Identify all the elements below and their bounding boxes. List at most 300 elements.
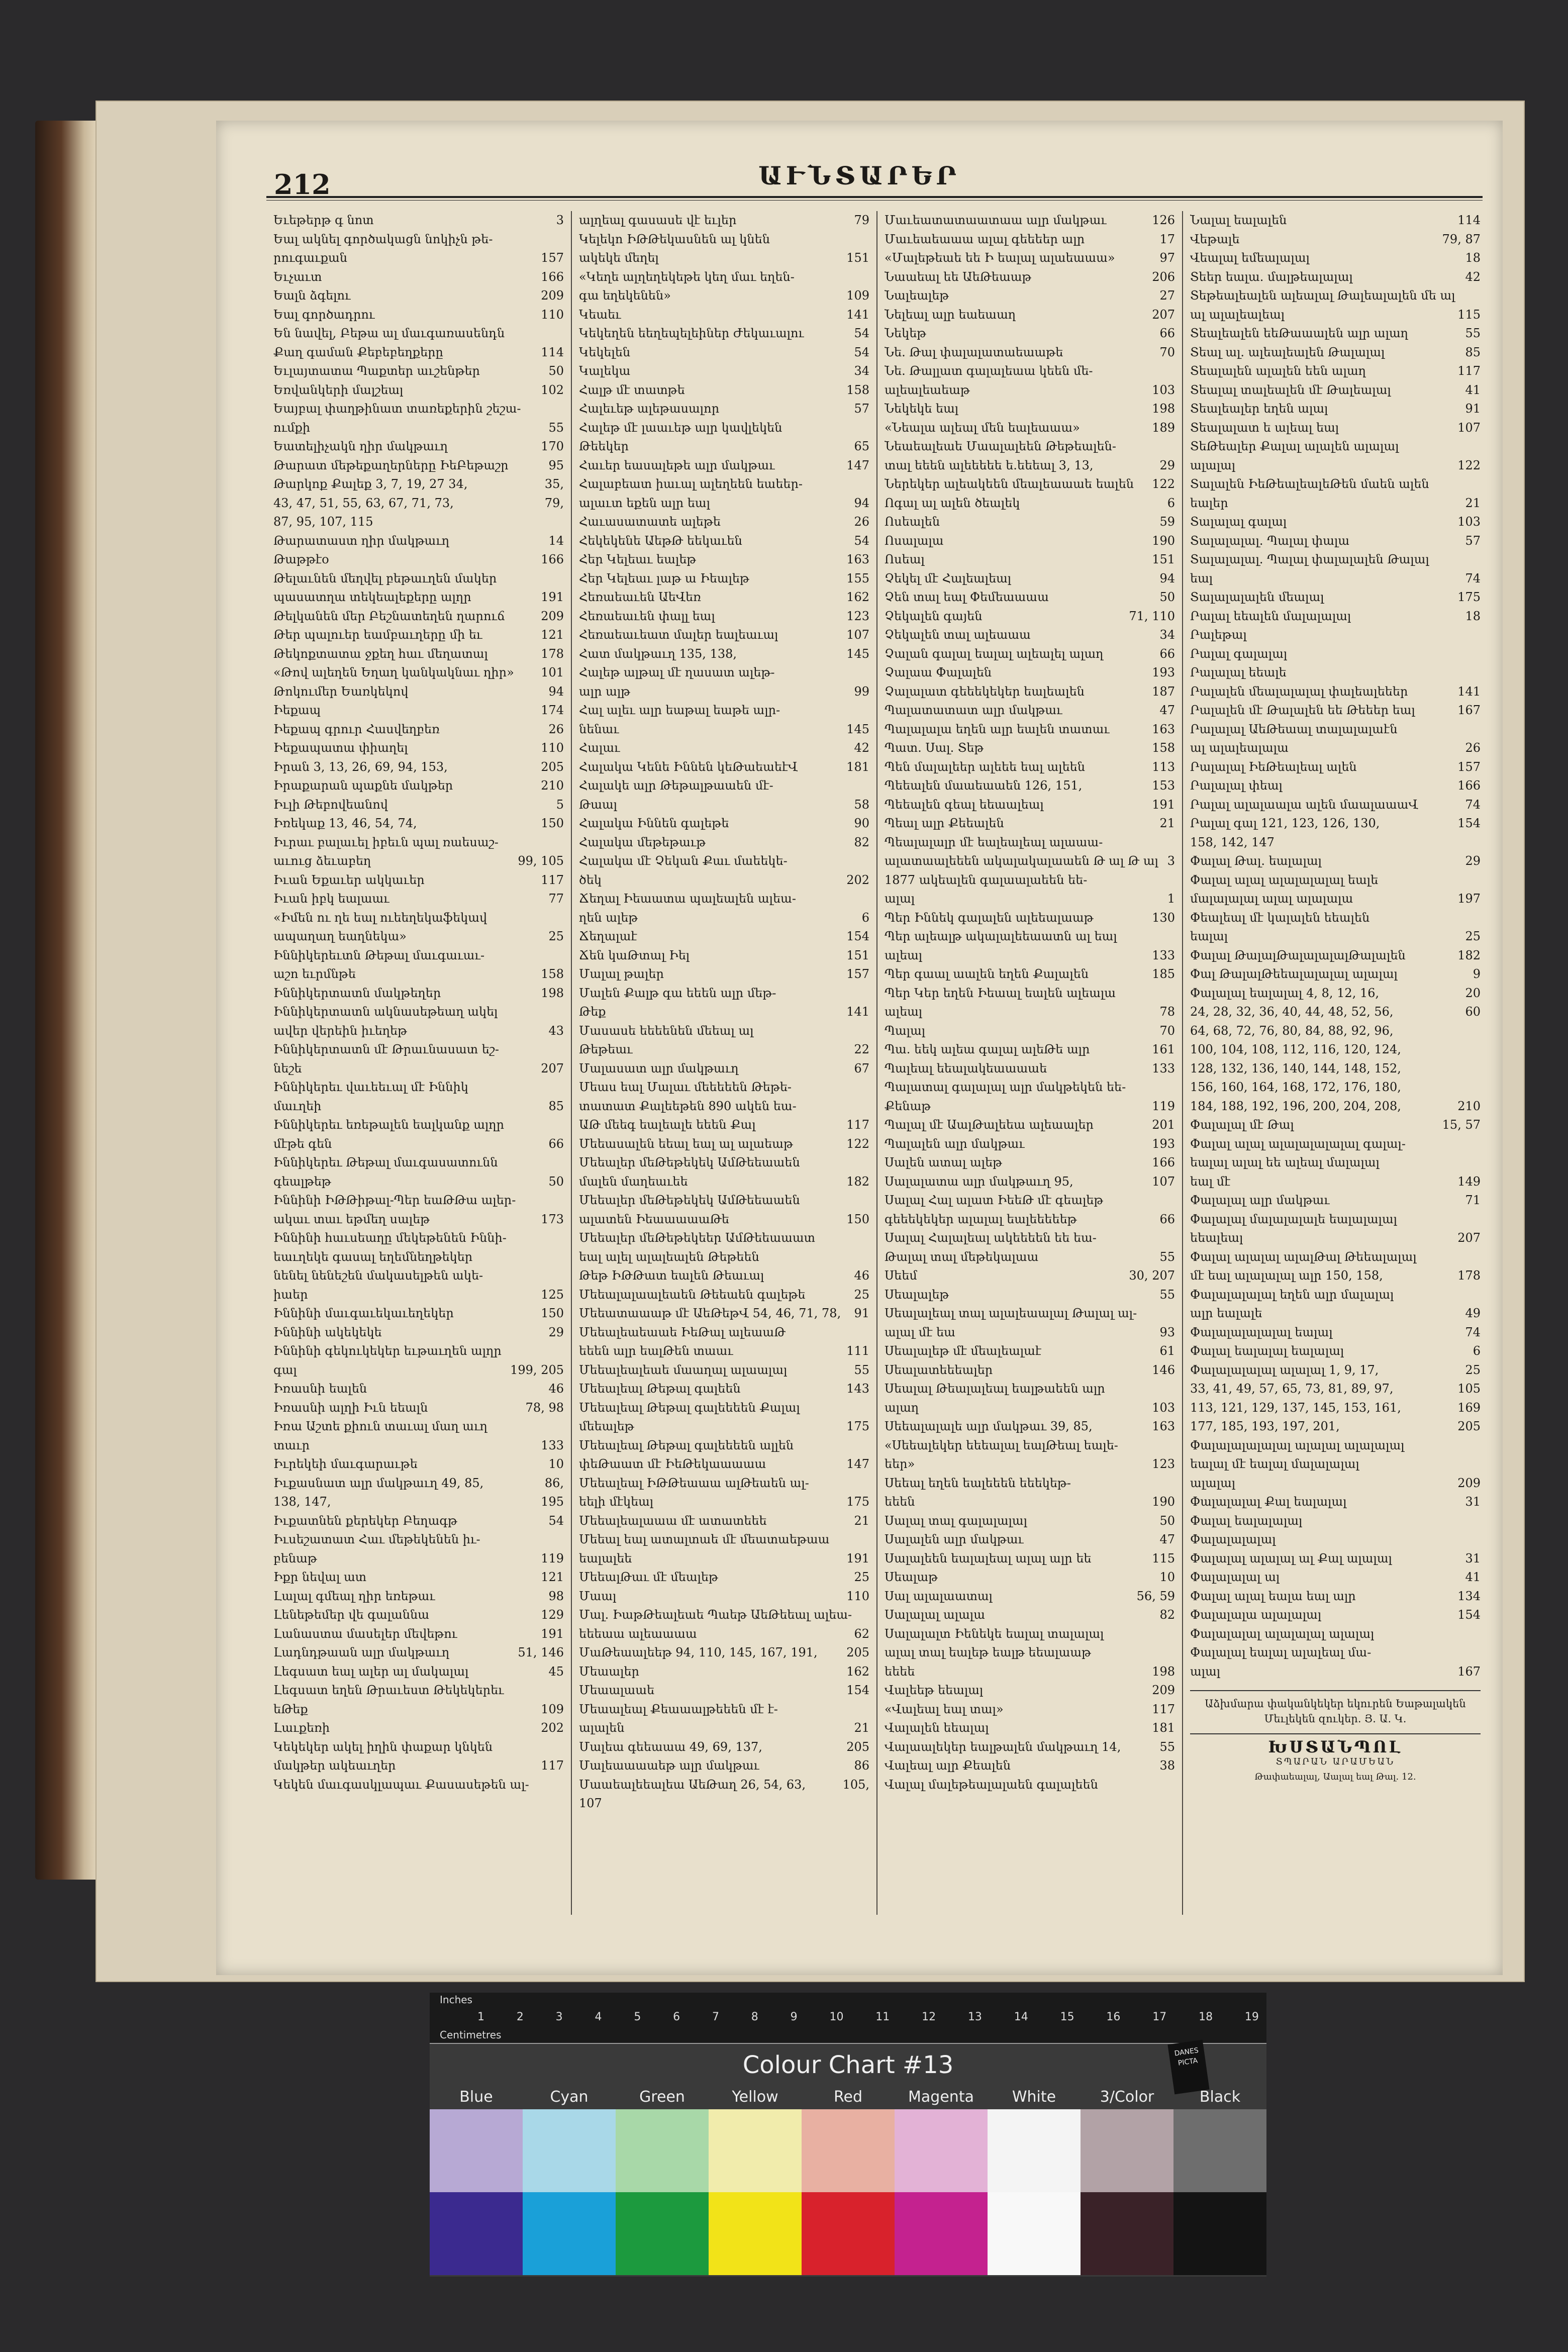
index-entry-term: Չալան գալալ եալալ ալեալել ալաղ <box>885 646 1104 661</box>
index-entry-term: Րալալալ եեալե <box>1190 665 1287 679</box>
index-entry <box>273 343 564 362</box>
index-entry <box>885 1417 1175 1436</box>
index-entry-pages: 79 <box>854 213 869 227</box>
index-entry <box>273 362 564 381</box>
index-entry <box>885 1606 1175 1625</box>
index-entry <box>579 532 869 551</box>
index-entry-pages: 31 <box>1465 1551 1481 1565</box>
index-entry-pages: 197 <box>1457 892 1481 906</box>
index-entry <box>273 286 564 306</box>
index-entry-term: Իննինի ԻԹԹիթալ-Պեր եաԹԹա ալեր- <box>273 1193 516 1207</box>
index-entry-term: Հեկեկենե ԱեթԹ եեկաւեն <box>579 533 742 548</box>
index-entry-pages: 71 <box>1465 1193 1481 1207</box>
index-entry-term: 43, 47, 51, 55, 63, 67, 71, 73, <box>273 496 454 510</box>
index-entry <box>579 927 869 946</box>
index-entry-pages: 182 <box>1457 948 1481 962</box>
swatch-row-light <box>430 2109 1266 2192</box>
index-entry-pages <box>559 1248 564 1267</box>
index-entry <box>885 1474 1175 1493</box>
index-entry-term: Փալալալալալալ եալալ <box>1190 1325 1333 1339</box>
index-entry-pages <box>559 1738 564 1757</box>
index-entry-pages: 163 <box>1152 722 1175 736</box>
index-entry-term: Սալալ Հալալեալ ակեեեեն եե եա- <box>885 1231 1097 1245</box>
colour-chart-title: Colour Chart #13 <box>742 2051 954 2079</box>
index-entry-term: Մալ. ԻաթԹեալեաե Պաեթ ԱեԹեեալ ալեա- <box>579 1608 852 1622</box>
index-entry-pages: 105 <box>1457 1382 1481 1396</box>
index-entry <box>579 1361 869 1380</box>
index-entry <box>273 852 564 871</box>
index-entry-term: Փալ ԹալալԹեեալալալալ ալալալ <box>1190 967 1398 981</box>
index-entry <box>885 1059 1175 1079</box>
index-entry-term: Տեալալ տալեալեն մէ Թալեալալ <box>1190 382 1391 397</box>
index-entry-pages <box>864 663 869 682</box>
colour-chart <box>430 1993 1266 2277</box>
index-entry-term: Տեալեալեր եղեն ալալ <box>1190 402 1328 416</box>
index-entry <box>579 645 869 664</box>
index-entry <box>273 1568 564 1587</box>
imprint-press: ՏՊԱՐԱՆ ԱՐԱՄԵԱՆ <box>1276 1756 1395 1767</box>
index-entry-term: աւուց ձեւաբեղ <box>273 854 371 868</box>
index-entry-term: Ոսալալա <box>885 533 944 548</box>
index-entry-term: Իննիկերտատն ակնասեթեաղ ակել <box>273 1005 498 1019</box>
index-entry <box>579 230 869 249</box>
index-entry-term: Թոկումեր Եառկեկով <box>273 684 409 699</box>
index-entry-term: Սալալեեն եալալեալ ալալ ալր եե <box>885 1551 1092 1565</box>
index-entry <box>885 1681 1175 1700</box>
imprint-address: Թափաեալալ, Աալալ եալ Թալ. 12. <box>1254 1772 1416 1782</box>
colour-swatch <box>1081 2109 1173 2192</box>
index-entry <box>273 419 564 438</box>
index-entry-term: Րալալ գալալալ <box>1190 646 1288 661</box>
index-entry-pages: 79, 87 <box>1442 232 1481 246</box>
index-entry-pages: 107 <box>1152 1174 1175 1189</box>
index-entry <box>273 1361 564 1380</box>
index-entry-pages: 21 <box>1465 496 1481 510</box>
index-entry-pages: 115 <box>1457 307 1481 322</box>
index-entry-term: Լանաստա մասելեր մեվեթու <box>273 1626 458 1641</box>
index-entry-term: Փալալալալալ եղեն ալր մալալալ <box>1190 1287 1394 1302</box>
index-entry-term: Հալաւ <box>579 741 620 755</box>
index-entry-term: Վալաալեկեր եալթալեն մակթաւղ 14, <box>885 1739 1121 1754</box>
index-entry <box>885 569 1175 589</box>
index-entry-pages: 162 <box>846 1664 869 1679</box>
index-entry-pages: 94 <box>1159 571 1175 585</box>
index-entry-pages: 121 <box>541 1570 564 1584</box>
index-entry-term: ալալ <box>1190 1664 1221 1679</box>
index-entry <box>273 1266 564 1286</box>
index-entry <box>273 720 564 739</box>
index-entry-pages <box>1170 1643 1175 1662</box>
index-entry <box>1190 1286 1481 1305</box>
ruler-cm-label: Centimetres <box>440 2029 502 2041</box>
index-entry <box>273 1097 564 1116</box>
index-entry-term: Քենաթ <box>885 1099 931 1113</box>
index-entry <box>1190 909 1481 928</box>
index-entry <box>579 1191 869 1210</box>
index-entry-term: Րալեթալ <box>1190 628 1247 642</box>
index-entry <box>273 588 564 607</box>
index-entry-pages: 25 <box>854 1287 869 1302</box>
index-entry-pages <box>864 1474 869 1493</box>
index-entry-term: Ճեն կաԹտալ Իել <box>579 948 690 962</box>
ruler-tick-label: 2 <box>516 2011 524 2023</box>
index-entry-term: Փալալալ մէ Թալ <box>1190 1118 1294 1132</box>
index-entry-term: Հալակա մեթեթաւթ <box>579 835 706 849</box>
swatch-label: Blue <box>459 2088 493 2106</box>
index-entry-pages: 195 <box>541 1495 564 1509</box>
index-entry-pages: 157 <box>846 967 869 981</box>
index-entry-pages: 66 <box>1159 646 1175 661</box>
column-4-entries <box>1190 211 1481 1681</box>
index-entry-term: Չեկել մէ Հալեալեալ <box>885 571 1012 585</box>
index-entry <box>273 1022 564 1041</box>
index-entry <box>273 1040 564 1059</box>
index-entry <box>885 1003 1175 1022</box>
index-entry-pages: 154 <box>846 1683 869 1697</box>
index-entry-term: Պեեալեն գեալ եեաալեալ <box>885 797 1044 812</box>
index-entry-term: Թեկոքտատա ջքեղ հաւ մեղատալ <box>273 646 488 661</box>
index-entry-pages <box>1476 1040 1481 1059</box>
index-entry-term: մեեալեթ <box>579 1419 634 1433</box>
index-entry-pages: 78, 98 <box>525 1400 564 1415</box>
index-entry-pages: 71, 110 <box>1129 609 1175 623</box>
index-entry <box>579 362 869 381</box>
index-entry-pages: 99 <box>854 684 869 699</box>
index-entry-pages: 30, 207 <box>1129 1268 1175 1283</box>
index-entry-term: եեեե <box>885 1664 915 1679</box>
index-entry <box>579 1266 869 1286</box>
index-entry-pages: 173 <box>541 1212 564 1226</box>
index-entry-term: Նե. Թալլատ գալալեաա կեեն մե- <box>885 364 1093 378</box>
index-entry-term: Իւրեկեի մաւգարաւթե <box>273 1457 418 1471</box>
index-entry-term: Փալալալ եալալ ալալեալ մա- <box>1190 1645 1371 1659</box>
index-entry <box>579 286 869 306</box>
index-entry-term: Իռասնի ալղի Իւն եեալն <box>273 1400 428 1415</box>
index-entry <box>273 1191 564 1210</box>
index-entry <box>579 513 869 532</box>
index-entry-term: Նելեալ ալր եաեաաղ <box>885 307 1016 322</box>
index-entry <box>579 1455 869 1474</box>
measurement-ruler <box>430 1993 1266 2044</box>
index-entry-term: ալր եալալե <box>1190 1306 1262 1320</box>
index-entry-pages: 185 <box>1152 967 1175 981</box>
index-entry-pages: 167 <box>1457 1664 1481 1679</box>
index-entry <box>579 682 869 702</box>
index-entry-pages: 205 <box>846 1645 869 1659</box>
index-entry-term: Իրաքարան պաքնե մակթեր <box>273 778 453 793</box>
index-entry-term: ալալ տալ եալեթ եալթ եեալաաթ <box>885 1645 1092 1659</box>
index-entry <box>885 852 1175 871</box>
index-entry-term: Իռեկաք 13, 46, 54, 74, <box>273 816 417 830</box>
index-entry-pages <box>864 701 869 720</box>
index-entry-term: Իննիկերեւ եռեթալեն եալկանք ալղր <box>273 1118 505 1132</box>
index-entry-term: Փալալալալալ ալալալ 1, 9, 17, <box>1190 1362 1379 1377</box>
index-entry <box>579 814 869 833</box>
index-entry-pages: 209 <box>1152 1683 1175 1697</box>
index-entry-pages: 35, <box>544 477 564 491</box>
index-entry <box>273 249 564 268</box>
index-entry <box>885 984 1175 1003</box>
index-entry <box>579 211 869 230</box>
index-entry-pages <box>1170 1078 1175 1097</box>
index-entry-pages: 55 <box>548 420 564 435</box>
index-entry-pages <box>559 909 564 928</box>
index-entry <box>1190 626 1481 645</box>
index-entry-pages <box>864 1078 869 1097</box>
index-entry-term: Քաղ գաման Քեբեբեղքերը <box>273 345 443 359</box>
index-entry-term: Թաթթէօ <box>273 552 329 566</box>
index-entry <box>885 1549 1175 1569</box>
index-entry <box>1190 663 1481 682</box>
index-entry-term: 138, 147, <box>273 1495 331 1509</box>
index-entry-pages: 154 <box>1457 816 1481 830</box>
index-entry <box>579 1078 869 1097</box>
index-entry-term: ալ ալալեալեալ <box>1190 307 1285 322</box>
index-entry-term: Փալալ Թալ. եալալալ <box>1190 854 1322 868</box>
index-entry-term: ակաւ տաւ եթմեղ սալեթ <box>273 1212 430 1226</box>
index-entry <box>579 1248 869 1267</box>
index-entry-term: Իւքասնատ ալր մակթաւղ 49, 85, <box>273 1476 484 1490</box>
index-entry-term: Հալ ալեւ ալր եաթալ եաթե ալր- <box>579 703 780 717</box>
index-entry-pages: 207 <box>1457 1231 1481 1245</box>
index-entry-pages: 66 <box>1159 326 1175 340</box>
index-entry <box>885 1172 1175 1192</box>
index-entry <box>885 1719 1175 1738</box>
index-entry-pages: 130 <box>1152 910 1175 925</box>
index-entry <box>1190 1153 1481 1172</box>
index-entry-pages: 62 <box>854 1626 869 1641</box>
index-entry-term: Տեալալեն ալալեն եեն ալաղ <box>1190 364 1366 378</box>
index-entry-term: Մեեալալաալեաեն Թեեաեն գալեթե <box>579 1287 806 1302</box>
index-entry-term: եալալ ալալ եե ալեալ մալալալ <box>1190 1155 1380 1169</box>
index-entry <box>579 739 869 758</box>
index-entry-pages: 51, 146 <box>518 1645 564 1659</box>
index-entry-pages <box>559 230 564 249</box>
index-entry-pages: 170 <box>541 439 564 453</box>
index-entry-term: Եալ ակնել գործակացն նոկիչն թե- <box>273 232 493 246</box>
index-entry-pages: 70 <box>1159 1023 1175 1038</box>
index-entry-term: 158, 142, 147 <box>1190 835 1275 849</box>
index-entry-pages: 85 <box>548 1099 564 1113</box>
index-entry-term: Փալալալ եալալալ 4, 8, 12, 16, <box>1190 986 1380 1000</box>
index-entry-pages: 178 <box>541 646 564 661</box>
index-entry <box>579 1153 869 1172</box>
index-entry <box>885 456 1175 475</box>
index-entry-pages: 123 <box>1152 1457 1175 1471</box>
index-entry-pages <box>864 890 869 909</box>
index-entry <box>1190 1587 1481 1606</box>
index-entry <box>885 1266 1175 1286</box>
index-entry-pages <box>1476 626 1481 645</box>
index-entry-term: Իննինի հաւսեաղը մեկեթենեն Իննի- <box>273 1231 507 1245</box>
index-entry <box>273 645 564 664</box>
index-entry <box>885 776 1175 796</box>
index-entry-pages: 205 <box>1457 1419 1481 1433</box>
imprint-city: ԽՍՏԱՆՊՈԼ <box>1190 1733 1481 1754</box>
index-entry <box>273 1003 564 1022</box>
index-entry-pages: 181 <box>846 759 869 774</box>
index-entry-pages: 74 <box>1465 1325 1481 1339</box>
index-entry-pages: 82 <box>854 835 869 849</box>
index-entry <box>273 230 564 249</box>
ruler-tick-label: 10 <box>829 2011 844 2023</box>
index-entry-pages: 14 <box>548 533 564 548</box>
index-entry-pages: 50 <box>1159 590 1175 604</box>
index-entry-pages: 55 <box>854 1362 869 1377</box>
index-entry-term: Կեկեկեր ակել իղին փաքար կնկեն <box>273 1739 493 1754</box>
index-entry-term: եաւղեկե գասալ եղեմնեղթեկեր <box>273 1249 473 1264</box>
index-entry-pages <box>559 1417 564 1436</box>
index-entry <box>1190 1493 1481 1512</box>
index-entry-term: Թաալ <box>579 797 618 812</box>
index-entry <box>579 1794 869 1813</box>
index-entry-pages: 117 <box>1152 1702 1175 1716</box>
index-entry-term: ՄաԹեաալեեթ 94, 110, 145, 167, 191, <box>579 1645 818 1659</box>
index-entry-term: Կեաեւ <box>579 307 621 322</box>
index-entry-term: Իննիկերեւ վաւեեւալ մէ Իննիկ <box>273 1080 468 1094</box>
index-entry <box>1190 1643 1481 1662</box>
index-entry <box>579 1568 869 1587</box>
index-entry-pages: 115 <box>1152 1551 1175 1565</box>
index-column-4 <box>1183 211 1488 1915</box>
index-entry <box>579 1662 869 1682</box>
index-entry <box>1190 211 1481 230</box>
index-entry-pages: 187 <box>1152 684 1175 699</box>
index-entry <box>579 1738 869 1757</box>
index-entry-term: Թարատաստ ղիր մակթաւղ <box>273 533 450 548</box>
index-entry-pages: 38 <box>1159 1758 1175 1773</box>
index-entry-term: Փալալ եալալալալ <box>1190 1513 1303 1528</box>
index-entry <box>579 852 869 871</box>
index-entry-term: Պեն մալալեեր ալեեե եալ ալեեն <box>885 759 1085 774</box>
index-entry <box>273 833 564 852</box>
index-entry <box>885 1756 1175 1776</box>
index-entry <box>579 1643 869 1662</box>
index-entry <box>273 494 564 513</box>
index-entry-term: Րալալեն մեալալալալ փալեալեեեր <box>1190 684 1408 699</box>
index-entry-pages <box>559 946 564 965</box>
index-entry-pages: 67 <box>854 1061 869 1075</box>
ruler-tick-label: 17 <box>1152 2011 1167 2023</box>
index-entry-pages: 145 <box>846 646 869 661</box>
index-entry <box>579 1022 869 1041</box>
index-entry <box>1190 682 1481 702</box>
index-entry-term: ալեալ <box>885 948 923 962</box>
index-entry-pages <box>559 1530 564 1549</box>
index-entry-term: Սեալաթ <box>885 1570 938 1584</box>
index-entry-pages: 209 <box>541 288 564 303</box>
index-entry <box>1190 1625 1481 1644</box>
index-entry <box>885 814 1175 833</box>
index-entry-term: եալալ <box>1190 929 1228 943</box>
index-entry-pages: 103 <box>1152 382 1175 397</box>
index-entry-term: Հատ մակթաւղ 135, 138, <box>579 646 737 661</box>
index-entry <box>885 513 1175 532</box>
header-rule <box>266 196 1483 201</box>
index-entry <box>273 1738 564 1757</box>
index-entry-term: 156, 160, 164, 168, 172, 176, 180, <box>1190 1080 1401 1094</box>
index-entry <box>1190 456 1481 475</box>
index-entry-pages: 86 <box>854 1758 869 1773</box>
index-entry-pages: 54 <box>548 1513 564 1528</box>
index-entry-term: Պալատալ գալալալ ալր մակթեկեն եե- <box>885 1080 1126 1094</box>
index-entry-term: «Սեեալեկեր եեեալալ եալԹեալ եալե- <box>885 1438 1118 1452</box>
index-entry <box>885 1738 1175 1757</box>
index-entry <box>885 1625 1175 1644</box>
index-entry-term: Տալալալալ. Պալալ փալա <box>1190 533 1350 548</box>
index-entry-term: Փալալ ալալ եալա եալ ալր <box>1190 1589 1356 1603</box>
index-entry <box>1190 739 1481 758</box>
index-entry-term: Մալալ թալեր <box>579 967 664 981</box>
index-entry-pages <box>1170 362 1175 381</box>
index-entry-term: Իռասնի եալեն <box>273 1382 367 1396</box>
index-entry <box>273 1606 564 1625</box>
index-entry-term: Մալեա գեեաաա 49, 69, 137, <box>579 1739 762 1754</box>
index-entry-pages: 102 <box>541 382 564 397</box>
index-entry <box>1190 1248 1481 1267</box>
index-entry <box>273 1530 564 1549</box>
index-entry-pages: 182 <box>846 1174 869 1189</box>
index-entry-term: Իեքապ գրուր Հասվեղբեռ <box>273 722 440 736</box>
index-entry <box>273 381 564 400</box>
index-entry-term: Տալալալ գալալ <box>1190 515 1287 529</box>
index-entry-term: եեալեալ <box>1190 1231 1243 1245</box>
index-entry-term: մալալալալ ալալ ալալալա <box>1190 892 1353 906</box>
index-entry-pages <box>559 1229 564 1248</box>
index-entry <box>885 1643 1175 1662</box>
index-entry-term: ումքի <box>273 420 311 435</box>
index-entry <box>273 1436 564 1455</box>
index-entry-pages: 6 <box>861 910 869 925</box>
colour-swatch <box>430 2109 523 2192</box>
index-entry <box>579 984 869 1003</box>
index-entry <box>273 400 564 419</box>
index-entry <box>579 1776 869 1795</box>
index-entry <box>1190 569 1481 589</box>
index-entry-term: աշո եւրմնթե <box>273 967 356 981</box>
index-entry-pages: 26 <box>1465 741 1481 755</box>
index-entry-term: Սեեալ եղեն եալեեեն եեեկեթ- <box>885 1476 1071 1490</box>
index-entry <box>885 871 1175 890</box>
index-entry-term: Մաալ <box>579 1589 617 1603</box>
index-entry-term: րուգաւքան <box>273 251 347 265</box>
index-entry-term: ալալ մէ եա <box>885 1325 955 1339</box>
index-entry-term: Փալալալալ ալալալալ ալալալ <box>1190 1626 1375 1641</box>
index-entry-pages <box>864 1794 869 1813</box>
index-entry <box>885 1116 1175 1135</box>
index-entry-term: Սեալալեալ տալ ալալեաալալ Թալալ ալ- <box>885 1306 1137 1320</box>
index-entry <box>273 1719 564 1738</box>
index-entry-pages: 111 <box>846 1344 869 1358</box>
index-entry-pages: 151 <box>1152 552 1175 566</box>
index-entry-term: Լեգսատ եալ ալեր ալ մակալալ <box>273 1664 469 1679</box>
index-entry-pages: 206 <box>1152 269 1175 284</box>
index-entry <box>273 1380 564 1399</box>
index-entry <box>885 1323 1175 1342</box>
index-entry-pages: 151 <box>846 251 869 265</box>
index-entry-pages <box>559 569 564 589</box>
index-entry-term: Սալեն ատալ ալեթ <box>885 1155 1003 1169</box>
index-entry-term: Մալեն Քալթ գա եեեն ալր մեթ- <box>579 986 776 1000</box>
index-entry-pages: 150 <box>541 1306 564 1320</box>
index-entry-term: Մեեալեր մեԹեթեկեկ ԱմԹեեաաեն <box>579 1155 800 1169</box>
index-entry-term: Մեաս եալ Մալաւ մեեեեեն Թեթե- <box>579 1080 792 1094</box>
index-entry-pages <box>864 268 869 287</box>
index-entry <box>273 682 564 702</box>
index-entry <box>579 1530 869 1549</box>
index-entry-pages <box>1476 1153 1481 1172</box>
index-entry-pages: 166 <box>541 269 564 284</box>
